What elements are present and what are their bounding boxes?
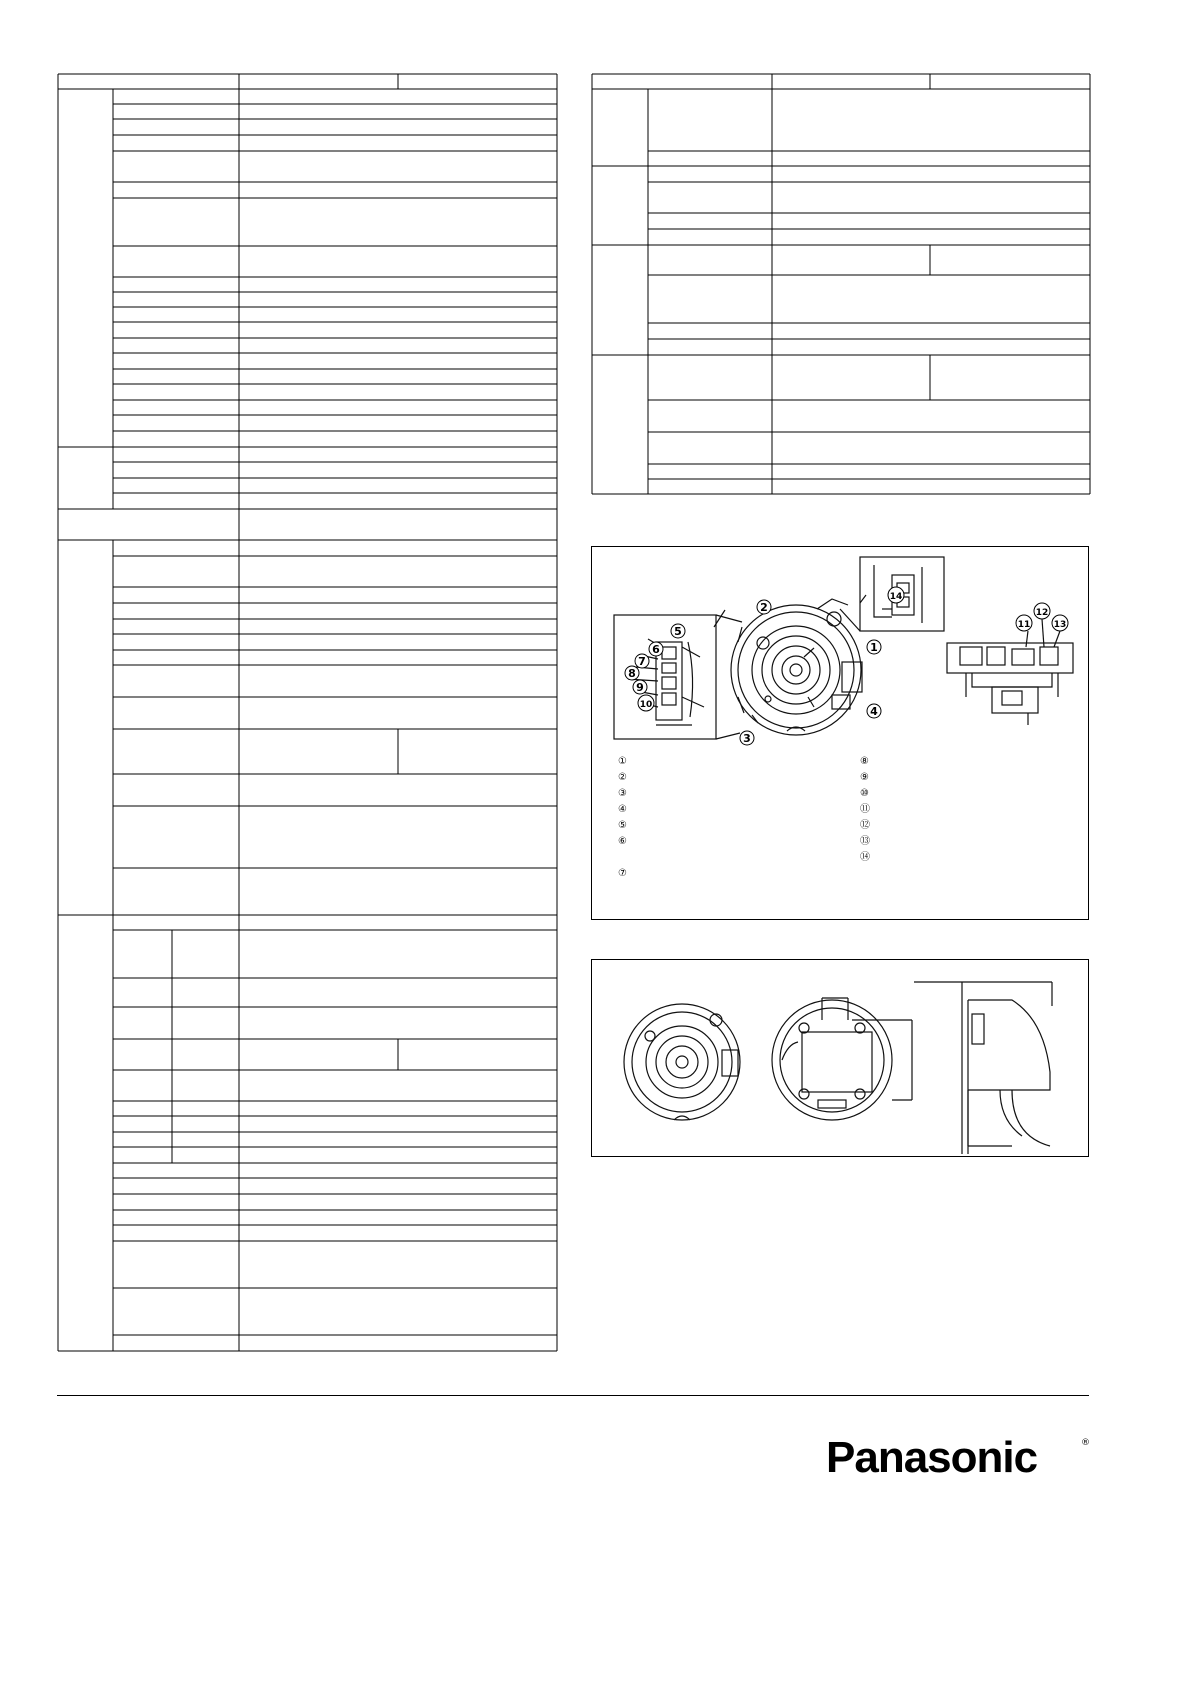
svg-text:3: 3: [743, 732, 751, 745]
camera-side-view: [914, 982, 1052, 1154]
svg-text:②: ②: [618, 772, 627, 783]
callout-2: [757, 600, 771, 614]
connector-detail-inset: [656, 642, 704, 725]
svg-text:2: 2: [760, 601, 768, 614]
svg-text:⑤: ⑤: [618, 820, 627, 831]
brand-logo: [826, 1433, 1092, 1486]
svg-text:⑭: ⑭: [860, 852, 870, 863]
callout-12: [1034, 603, 1050, 619]
registered-mark: ®: [1081, 1438, 1090, 1448]
callout-13: [1052, 615, 1068, 631]
svg-text:⑥: ⑥: [618, 836, 627, 847]
svg-text:①: ①: [618, 756, 627, 767]
svg-text:5: 5: [674, 625, 682, 638]
svg-text:14: 14: [889, 592, 903, 602]
brand-logo-text: Panasonic: [826, 1433, 1038, 1482]
callout-9: [633, 680, 647, 694]
svg-text:⑫: ⑫: [860, 820, 870, 831]
callout-legend: [618, 756, 870, 879]
spec-table-right: [0, 0, 1191, 500]
svg-text:⑬: ⑬: [860, 836, 870, 847]
svg-text:④: ④: [618, 804, 627, 815]
svg-text:⑩: ⑩: [860, 788, 869, 799]
svg-text:⑦: ⑦: [618, 868, 627, 879]
svg-text:13: 13: [1053, 620, 1067, 630]
camera-side-section: [947, 643, 1073, 725]
camera-bottom-view: [772, 1000, 892, 1120]
svg-text:12: 12: [1035, 608, 1049, 618]
callout-7: [635, 654, 649, 668]
callout-11: [1016, 615, 1032, 631]
camera-top-view: [731, 599, 862, 735]
parts-diagram-drawing: [592, 547, 1090, 921]
callout-6: [649, 642, 663, 656]
svg-text:③: ③: [618, 788, 627, 799]
svg-text:⑨: ⑨: [860, 772, 869, 783]
callout-4: [867, 704, 881, 718]
callout-14: [888, 587, 904, 603]
svg-text:7: 7: [638, 655, 646, 668]
svg-text:4: 4: [870, 705, 878, 718]
dimensions-figure: [591, 959, 1089, 1157]
camera-top-view-small: [624, 1004, 740, 1120]
svg-text:8: 8: [628, 667, 636, 680]
svg-text:⑧: ⑧: [860, 756, 869, 767]
callout-3: [740, 731, 754, 745]
svg-text:11: 11: [1017, 620, 1031, 630]
svg-text:1: 1: [870, 641, 878, 654]
callout-10: [638, 695, 654, 711]
svg-text:9: 9: [636, 681, 644, 694]
svg-text:10: 10: [639, 700, 653, 710]
svg-text:⑪: ⑪: [860, 804, 870, 815]
callout-5: [671, 624, 685, 638]
parts-diagram-figure: [591, 546, 1089, 920]
dimensions-drawing: [592, 960, 1090, 1158]
callout-1: [867, 640, 881, 654]
svg-text:6: 6: [652, 643, 660, 656]
callout-8: [625, 666, 639, 680]
footer-rule: [57, 1395, 1089, 1396]
